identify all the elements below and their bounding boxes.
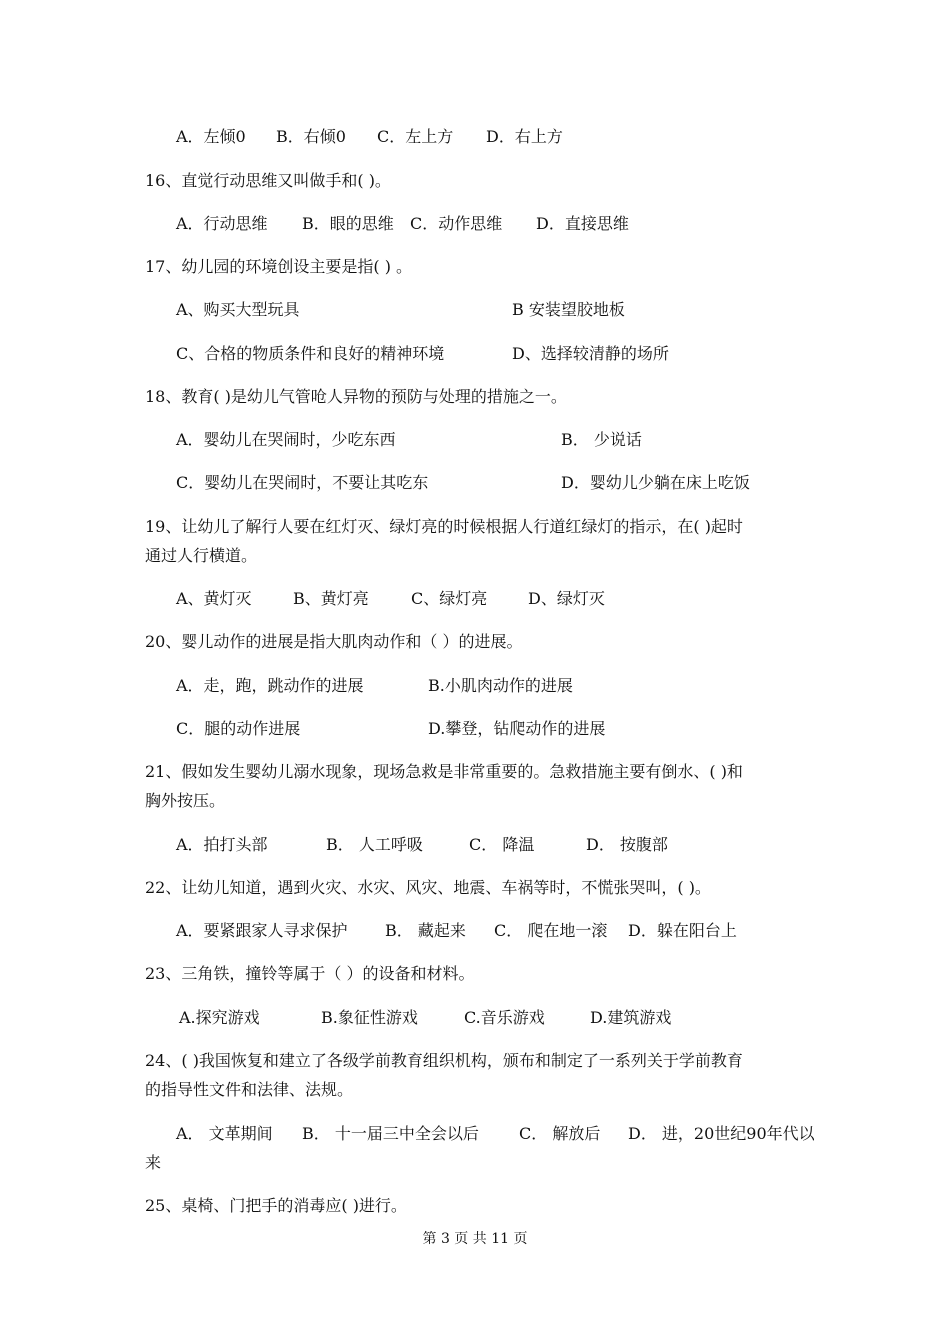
question-23-stem: 23、三角铁，撞铃等属于（ ）的设备和材料。: [145, 964, 475, 983]
option-d: D．直接思维: [536, 214, 629, 233]
question-18-stem: 18、教育( )是幼儿气管呛人异物的预防与处理的措施之一。: [145, 387, 567, 406]
option-d: D． 按腹部: [586, 835, 668, 854]
option-c: C． 爬在地一滚: [494, 921, 608, 940]
option-c: C． 解放后: [519, 1124, 601, 1143]
option-a: A.探究游戏: [179, 1008, 260, 1027]
option-c: C．动作思维: [410, 214, 503, 233]
question-17-stem: 17、幼儿园的环境创设主要是指( ) 。: [145, 257, 413, 276]
option-a: A．婴幼儿在哭闹时，少吃东西: [176, 430, 396, 449]
option-c: C．左上方: [377, 127, 454, 146]
option-c: C、合格的物质条件和良好的精神环境: [176, 344, 445, 363]
question-22-stem: 22、让幼儿知道，遇到火灾、水灾、风灾、地震、车祸等时，不慌张哭叫，( )。: [145, 878, 711, 897]
option-b: B.象征性游戏: [321, 1008, 418, 1027]
option-a: A．行动思维: [176, 214, 268, 233]
question-24-stem: 24、( )我国恢复和建立了各级学前教育组织机构，颁布和制定了一系列关于学前教育: [145, 1051, 743, 1070]
option-a: A．左倾0: [176, 127, 246, 146]
question-16-stem: 16、直觉行动思维又叫做手和( )。: [145, 171, 391, 190]
option-c: C．婴幼儿在哭闹时，不要让其吃东: [176, 473, 429, 492]
option-b: B．右倾0: [276, 127, 346, 146]
question-19-stem: 19、让幼儿了解行人要在红灯灭、绿灯亮的时候根据人行道红绿灯的指示，在( )起时: [145, 517, 743, 536]
option-d: D． 进，20世纪90年代以: [628, 1124, 815, 1143]
option-b: B． 十一届三中全会以后: [302, 1124, 479, 1143]
option-a: A、购买大型玩具: [176, 300, 300, 319]
option-b: B.小肌肉动作的进展: [428, 676, 573, 695]
option-a: A．走，跑，跳动作的进展: [176, 676, 364, 695]
option-d-cont: 来: [145, 1153, 162, 1172]
option-b: B．眼的思维: [302, 214, 394, 233]
question-24-stem-cont: 的指导性文件和法律、法规。: [145, 1080, 354, 1099]
option-d: D．躲在阳台上: [628, 921, 737, 940]
question-21-stem: 21、假如发生婴幼儿溺水现象，现场急救是非常重要的。急救措施主要有倒水、( )和: [145, 762, 743, 781]
option-d: D、选择较清静的场所: [512, 344, 669, 363]
option-b: B． 少说话: [561, 430, 642, 449]
option-a: A、黄灯灭: [176, 589, 252, 608]
option-b: B、黄灯亮: [293, 589, 369, 608]
question-20-stem: 20、婴儿动作的进展是指大肌肉动作和（ ）的进展。: [145, 632, 523, 651]
question-19-stem-cont: 通过人行横道。: [145, 546, 258, 565]
option-d: D.攀登，钻爬动作的进展: [428, 719, 606, 738]
question-21-stem-cont: 胸外按压。: [145, 791, 226, 810]
option-b: B． 人工呼吸: [326, 835, 423, 854]
option-b: B． 藏起来: [385, 921, 466, 940]
question-25-stem: 25、桌椅、门把手的消毒应( )进行。: [145, 1196, 407, 1215]
option-a: A． 文革期间: [176, 1124, 273, 1143]
option-c: C、绿灯亮: [411, 589, 488, 608]
option-d: D.建筑游戏: [590, 1008, 672, 1027]
page-footer: 第 3 页 共 11 页: [422, 1231, 528, 1247]
option-d: D、绿灯灭: [528, 589, 605, 608]
option-d: D．婴幼儿少躺在床上吃饭: [561, 473, 750, 492]
option-a: A．拍打头部: [176, 835, 268, 854]
option-c: C． 降温: [469, 835, 535, 854]
option-d: D．右上方: [486, 127, 563, 146]
option-a: A．要紧跟家人寻求保护: [176, 921, 348, 940]
option-b: B 安装望胶地板: [512, 300, 625, 319]
option-c: C.音乐游戏: [464, 1008, 545, 1027]
option-c: C．腿的动作进展: [176, 719, 301, 738]
